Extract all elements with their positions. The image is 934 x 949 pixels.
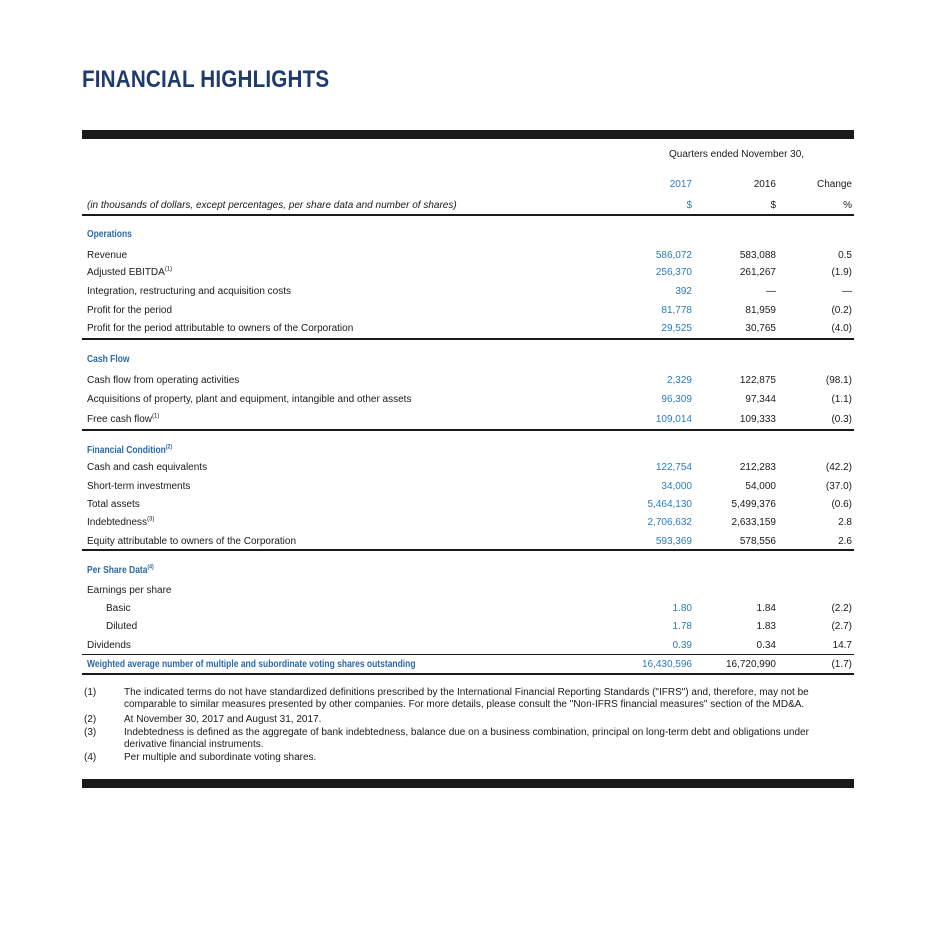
row-label: Integration, restructuring and acquisition costs <box>87 286 291 297</box>
value-2016: 16,720,990 <box>725 659 776 670</box>
value-change: (98.1) <box>825 375 852 386</box>
section-rule <box>82 549 854 551</box>
value-2016: — <box>766 286 776 297</box>
row-rule <box>82 654 854 655</box>
value-2016: 2,633,159 <box>731 517 776 528</box>
value-change: 2.8 <box>838 517 852 528</box>
value-2016: 30,765 <box>745 323 776 334</box>
value-2017: 81,778 <box>661 305 692 316</box>
value-change: (1.9) <box>831 267 852 278</box>
value-change: — <box>842 286 852 297</box>
value-change: (0.3) <box>831 414 852 425</box>
row-label: Free cash flow$^{(1)}$ <box>87 413 160 425</box>
footnote-number: (2) <box>84 714 97 725</box>
value-2017: 29,525 <box>661 323 692 334</box>
value-2016: 212,283 <box>739 462 776 473</box>
value-change: (0.6) <box>831 499 852 510</box>
value-2017: 5,464,130 <box>647 499 692 510</box>
header-rule <box>82 214 854 216</box>
value-change: 14.7 <box>832 640 852 651</box>
row-label: Total assets <box>87 499 140 510</box>
footnote-text: At November 30, 2017 and August 31, 2017. <box>124 714 322 725</box>
footnote-text: The indicated terms do not have standardized definitions prescribed by the International Financial Reporting Standards ("IFRS") and, therefore, may not be comparable to similar measures presented by other companies. For more details, please consult the "Non-IFRS financial measures" section of the MD&A. <box>124 687 809 710</box>
section-heading-financial-condition: Financial Condition$^{(2)}$ <box>87 444 173 456</box>
row-label: Acquisitions of property, plant and equipment, intangible and other assets <box>87 394 412 405</box>
value-2017: 586,072 <box>655 250 692 261</box>
section-heading-operations: Operations <box>87 229 132 240</box>
value-change: 0.5 <box>838 250 852 261</box>
col-header-2016: 2016 <box>753 179 776 190</box>
unit-2016: $ <box>770 200 776 211</box>
eps-label: Earnings per share <box>87 585 172 596</box>
value-change: (2.7) <box>831 621 852 632</box>
value-2016: 1.84 <box>756 603 776 614</box>
value-2017: 109,014 <box>655 414 692 425</box>
row-label: Dividends <box>87 640 131 651</box>
value-2016: 0.34 <box>756 640 776 651</box>
row-label: Profit for the period <box>87 305 173 316</box>
row-label: Short-term investments <box>87 481 191 492</box>
footnote-number: (1) <box>84 687 97 698</box>
period-header: Quarters ended November 30, <box>669 149 805 160</box>
row-label: Diluted <box>106 621 138 632</box>
section-heading-per-share-data: Per Share Data$^{(4)}$ <box>87 564 154 576</box>
unit-change: % <box>843 200 852 211</box>
value-change: (2.2) <box>831 603 852 614</box>
row-label: Equity attributable to owners of the Corporation <box>87 536 297 547</box>
value-change: (0.2) <box>831 305 852 316</box>
row-label: Cash flow from operating activities <box>87 375 240 386</box>
value-2016: 5,499,376 <box>731 499 776 510</box>
value-2017: 593,369 <box>655 536 692 547</box>
section-rule <box>82 429 854 431</box>
value-2016: 109,333 <box>739 414 776 425</box>
bottom-rule <box>82 779 854 788</box>
row-label: Profit for the period attributable to owners of the Corporation <box>87 323 354 334</box>
value-change: (37.0) <box>825 481 852 492</box>
value-change: (1.1) <box>831 394 852 405</box>
value-2017: 392 <box>675 286 692 297</box>
row-label: Indebtedness$^{(3)}$ <box>87 516 155 528</box>
section-heading-cash-flow: Cash Flow <box>87 354 130 365</box>
value-2017: 34,000 <box>661 481 692 492</box>
value-change: (42.2) <box>825 462 852 473</box>
value-2017: 256,370 <box>655 267 692 278</box>
value-2016: 54,000 <box>745 481 776 492</box>
value-2016: 81,959 <box>745 305 776 316</box>
value-2017: 1.78 <box>672 621 692 632</box>
units-note: (in thousands of dollars, except percentages, per share data and number of shares) <box>87 200 457 211</box>
value-2016: 122,875 <box>739 375 776 386</box>
value-2016: 261,267 <box>739 267 776 278</box>
row-label: Revenue <box>87 250 128 261</box>
value-2017: 16,430,596 <box>641 659 692 670</box>
weighted-shares-label: Weighted average number of multiple and subordinate voting shares outstanding <box>87 659 416 670</box>
row-label: Basic <box>106 603 131 614</box>
value-2017: 2,706,632 <box>647 517 692 528</box>
col-header-change: Change <box>816 179 852 190</box>
value-2017: 1.80 <box>672 603 692 614</box>
value-change: 2.6 <box>838 536 852 547</box>
footnote-text: Indebtedness is defined as the aggregate of bank indebtedness, balance due on a business combination, principal on long-term debt and obligations under derivative financial instruments. <box>124 727 809 750</box>
value-2016: 1.83 <box>756 621 776 632</box>
table-bottom-rule <box>82 673 854 675</box>
value-2017: 0.39 <box>672 640 692 651</box>
value-2016: 578,556 <box>739 536 776 547</box>
row-label: Cash and cash equivalents <box>87 462 208 473</box>
col-header-2017: 2017 <box>669 179 692 190</box>
footnote-text: Per multiple and subordinate voting shares. <box>124 752 317 763</box>
footnote-number: (4) <box>84 752 97 763</box>
page-title: FINANCIAL HIGHLIGHTS <box>82 66 330 93</box>
value-change: (4.0) <box>831 323 852 334</box>
value-2017: 122,754 <box>655 462 692 473</box>
section-rule <box>82 338 854 340</box>
top-rule <box>82 130 854 139</box>
row-label: Adjusted EBITDA$^{(1)}$ <box>87 266 173 278</box>
value-2017: 96,309 <box>661 394 692 405</box>
unit-2017: $ <box>686 200 692 211</box>
footnote-number: (3) <box>84 727 97 738</box>
value-change: (1.7) <box>831 659 852 670</box>
value-2016: 97,344 <box>745 394 776 405</box>
value-2016: 583,088 <box>739 250 776 261</box>
value-2017: 2,329 <box>666 375 692 386</box>
